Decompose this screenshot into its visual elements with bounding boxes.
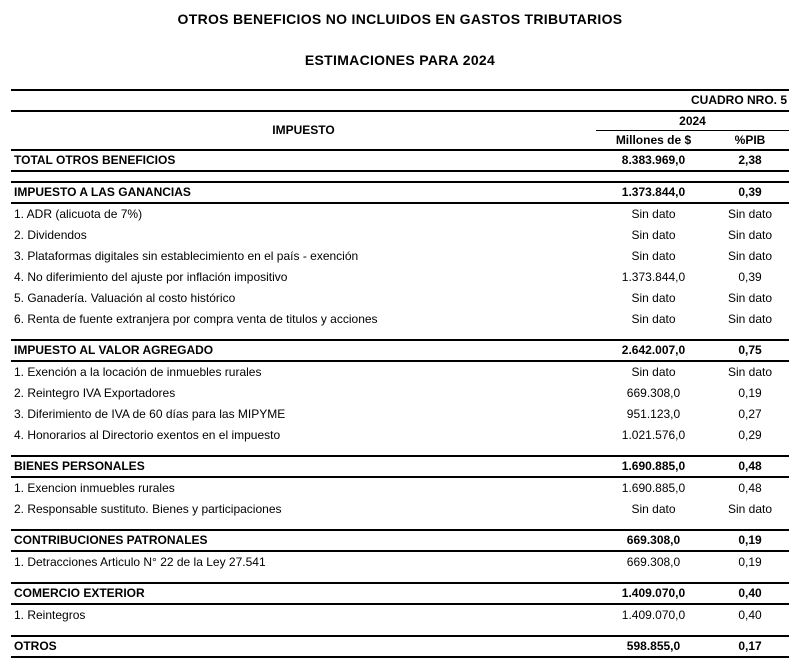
row-label: 1. Exención a la locación de inmuebles rurales (14, 365, 262, 380)
section-label: BIENES PERSONALES (11, 456, 596, 477)
table-row (11, 288, 789, 309)
section-header-row (11, 456, 789, 477)
section-pib: 0,48 (711, 456, 789, 477)
table-row (11, 425, 789, 446)
row-millones: 1.373.844,0 (621, 270, 686, 285)
table-row (11, 203, 789, 225)
total-pib: 2,38 (711, 150, 789, 171)
section-millones: 1.409.070,0 (596, 583, 711, 604)
row-millones: Sin dato (631, 312, 676, 327)
cuadro-row (11, 90, 789, 111)
column-header-millones: Millones de $ (615, 132, 692, 147)
row-millones: Sin dato (631, 228, 676, 243)
row-millones: 669.308,0 (626, 386, 681, 401)
spacer-row (11, 573, 789, 583)
spacer-row (11, 446, 789, 456)
benefits-table (11, 89, 789, 658)
row-millones: Sin dato (631, 249, 676, 264)
row-label: 1. Detracciones Articulo N° 22 de la Ley 27.541 (14, 555, 266, 570)
row-millones: Sin dato (631, 207, 676, 222)
row-pib: 0,19 (738, 386, 762, 401)
section-millones: 669.308,0 (596, 530, 711, 551)
section-pib: 0,39 (711, 182, 789, 203)
section-header-row (11, 636, 789, 657)
spacer-row (11, 171, 789, 182)
row-label: 6. Renta de fuente extranjera por compra venta de titulos y acciones (14, 312, 378, 327)
row-pib: 0,40 (738, 608, 762, 623)
row-label: 1. Exencion inmuebles rurales (14, 481, 175, 496)
spacer-row (11, 330, 789, 340)
row-label: 3. Plataformas digitales sin establecimiento en el país - exención (14, 249, 359, 264)
section-pib: 0,17 (711, 636, 789, 657)
row-millones: 1.409.070,0 (621, 608, 686, 623)
row-label: 4. No diferimiento del ajuste por inflación impositivo (14, 270, 288, 285)
row-pib: 0,27 (738, 407, 762, 422)
section-header-row (11, 530, 789, 551)
row-millones: 669.308,0 (626, 555, 681, 570)
section-label: CONTRIBUCIONES PATRONALES (11, 530, 596, 551)
section-label: IMPUESTO AL VALOR AGREGADO (11, 340, 596, 361)
total-millones: 8.383.969,0 (596, 150, 711, 171)
year-header-row (11, 111, 789, 131)
column-header-pib: %PIB (734, 132, 766, 147)
total-label: TOTAL OTROS BENEFICIOS (11, 150, 596, 171)
row-millones: 1.021.576,0 (621, 428, 686, 443)
row-pib: 0,29 (738, 428, 762, 443)
section-millones: 1.373.844,0 (596, 182, 711, 203)
section-pib: 0,19 (711, 530, 789, 551)
row-pib: Sin dato (727, 291, 773, 306)
table-row (11, 309, 789, 330)
row-pib: 0,19 (738, 555, 762, 570)
cuadro-label: CUADRO NRO. 5 (11, 90, 789, 111)
row-label: 1. Reintegros (14, 608, 86, 623)
row-label: 2. Responsable sustituto. Bienes y participaciones (14, 502, 282, 517)
section-header-row (11, 340, 789, 361)
total-row (11, 150, 789, 171)
page-subtitle: ESTIMACIONES PARA 2024 (304, 52, 496, 68)
section-millones: 598.855,0 (596, 636, 711, 657)
row-pib: Sin dato (727, 312, 773, 327)
table-row (11, 383, 789, 404)
page-title: OTROS BENEFICIOS NO INCLUIDOS EN GASTOS TRIBUTARIOS (177, 11, 623, 27)
row-pib: Sin dato (727, 228, 773, 243)
spacer-row (11, 520, 789, 530)
section-label: COMERCIO EXTERIOR (11, 583, 596, 604)
table-row (11, 267, 789, 288)
row-pib: 0,48 (738, 481, 762, 496)
row-pib: Sin dato (727, 207, 773, 222)
section-header-row (11, 583, 789, 604)
row-millones: 951.123,0 (626, 407, 681, 422)
row-label: 4. Honorarios al Directorio exentos en el impuesto (14, 428, 281, 443)
section-pib: 0,75 (711, 340, 789, 361)
column-header-impuesto: IMPUESTO (272, 123, 335, 138)
row-pib: Sin dato (727, 365, 773, 380)
section-header-row (11, 182, 789, 203)
row-pib: Sin dato (727, 502, 773, 517)
table-row (11, 551, 789, 573)
table-row (11, 604, 789, 626)
table-row (11, 404, 789, 425)
row-label: 2. Dividendos (14, 228, 87, 243)
spacer-row (11, 626, 789, 636)
row-pib: Sin dato (727, 249, 773, 264)
row-label: 2. Reintegro IVA Exportadores (14, 386, 176, 401)
row-label: 1. ADR (alicuota de 7%) (14, 207, 143, 222)
table-row (11, 361, 789, 383)
section-millones: 1.690.885,0 (596, 456, 711, 477)
section-label: IMPUESTO A LAS GANANCIAS (11, 182, 596, 203)
row-millones: Sin dato (631, 291, 676, 306)
table-row (11, 477, 789, 499)
table-row (11, 499, 789, 520)
row-pib: 0,39 (738, 270, 762, 285)
row-label: 5. Ganadería. Valuación al costo histórico (14, 291, 236, 306)
table-row (11, 225, 789, 246)
section-millones: 2.642.007,0 (596, 340, 711, 361)
year-header: 2024 (596, 111, 789, 131)
section-label: OTROS (11, 636, 596, 657)
row-label: 3. Diferimiento de IVA de 60 días para las MIPYME (14, 407, 286, 422)
row-millones: Sin dato (631, 365, 676, 380)
table-row (11, 246, 789, 267)
row-millones: Sin dato (631, 502, 676, 517)
row-millones: 1.690.885,0 (621, 481, 686, 496)
section-pib: 0,40 (711, 583, 789, 604)
